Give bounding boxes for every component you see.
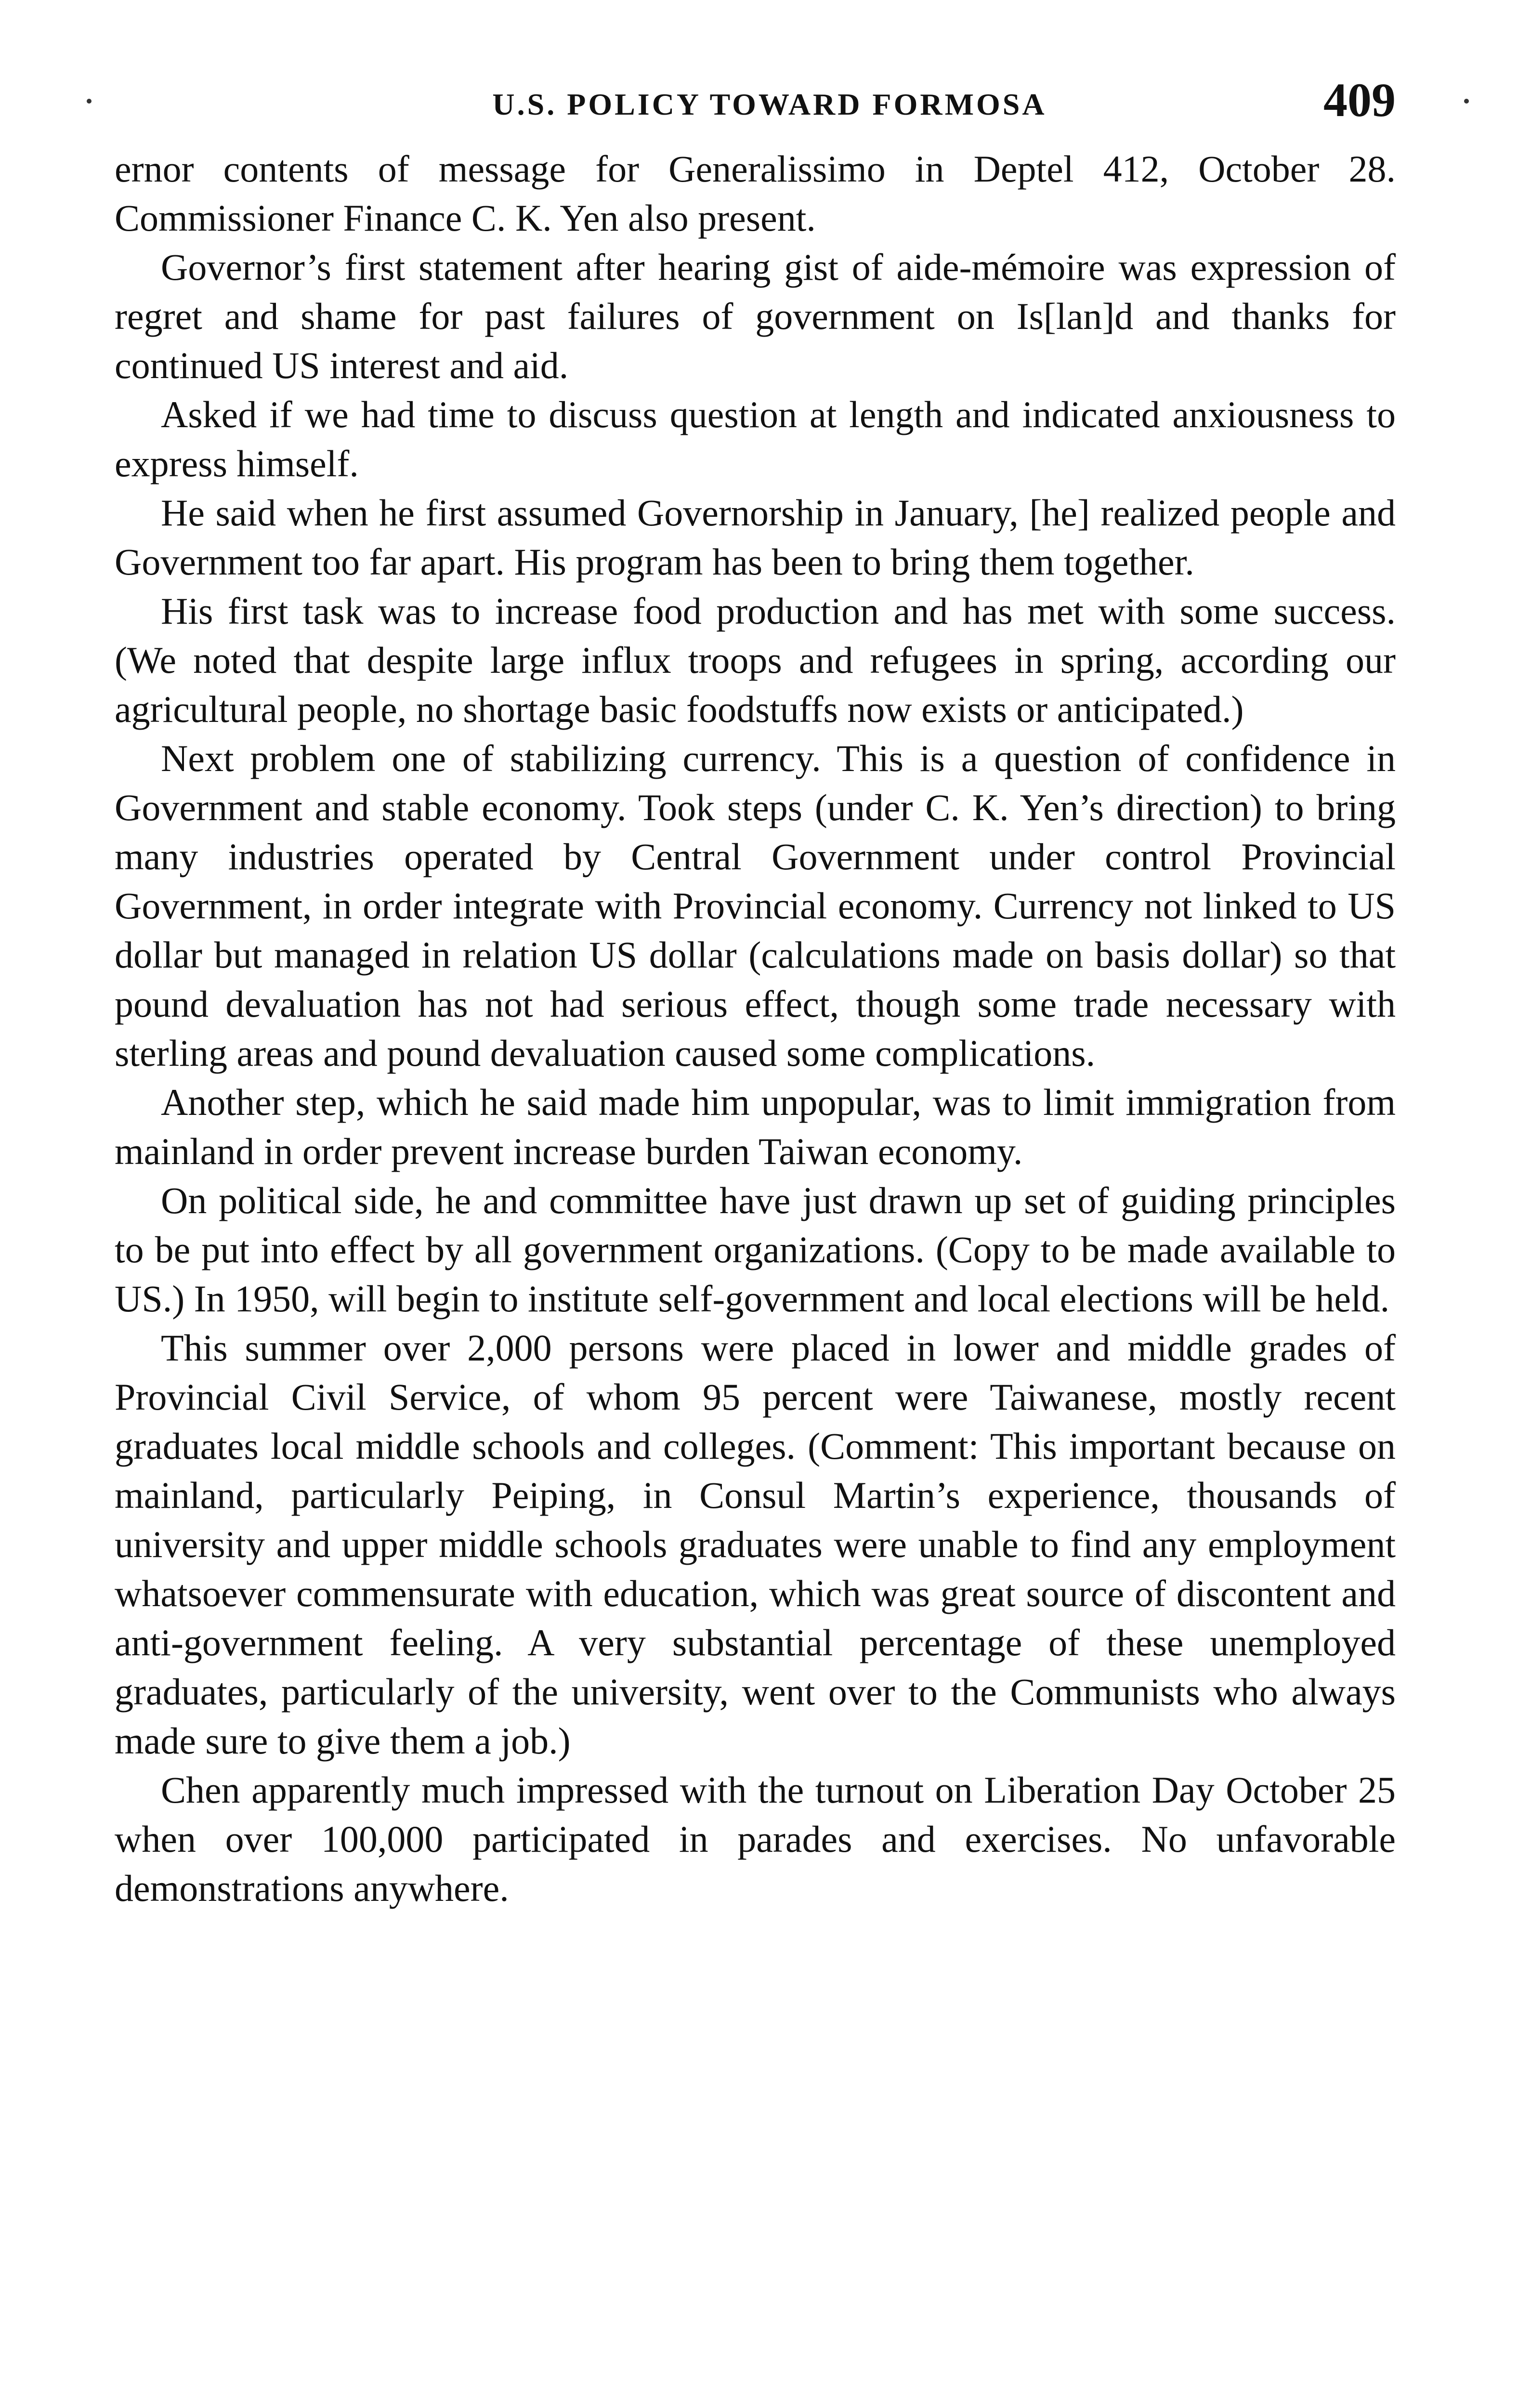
running-head xyxy=(115,72,1396,144)
margin-speck-left xyxy=(87,99,92,104)
margin-speck-right xyxy=(1464,99,1469,104)
paragraph-4: He said when he first assumed Governorship in January, [he] realized people and Government too far apart. His program has been to bring them together. xyxy=(115,492,1396,583)
paragraph-8: On political side, he and committee have just drawn up set of guiding principles to be put into effect by all government organizations. (Copy to be made available to US.) In 1950, will begin to institute self-government and local elections will be held. xyxy=(115,1179,1396,1320)
paragraph-10: Chen apparently much impressed with the turnout on Liberation Day October 25 when over 100,000 participated in parades and exercises. No unfavorable demonstrations anywhere. xyxy=(115,1769,1396,1909)
document-page xyxy=(115,72,1396,1913)
paragraph-7: Another step, which he said made him unpopular, was to limit immigration from mainland in order prevent increase burden Taiwan economy. xyxy=(115,1081,1396,1172)
paragraph-1: ernor contents of message for Generalissimo in Deptel 412, October 28. Commissioner Finance C. K. Yen also present. xyxy=(115,148,1396,239)
paragraph-5: His first task was to increase food production and has met with some success. (We noted that despite large influx troops and refugees in spring, according our agricultural people, no shortage basic foodstuffs now exists or anticipated.) xyxy=(115,590,1396,730)
paragraph-2: Governor’s first statement after hearing gist of aide-mémoire was expression of regret and shame for past failures of government on Is[lan]d and thanks for continued US interest and aid. xyxy=(115,246,1396,386)
paragraph-6: Next problem one of stabilizing currency. This is a question of confidence in Government and stable economy. Took steps (under C. K. Yen’s direction) to bring many industries operated by Central Government under control Provincial Government, in order integrate with Provincial economy. Currency not linked to US dollar but managed in relation US dollar (calculations made on basis dollar) so that pound devaluation has not had serious effect, though some trade necessary with sterling areas and pound devaluation caused some complications. xyxy=(115,737,1396,1074)
body-text xyxy=(115,144,1396,1913)
paragraph-3: Asked if we had time to discuss question at length and indicated anxiousness to express himself. xyxy=(115,393,1396,484)
page-number: 409 xyxy=(1323,73,1396,127)
paragraph-9: This summer over 2,000 persons were placed in lower and middle grades of Provincial Civil Service, of whom 95 percent were Taiwanese, mostly recent graduates local middle schools and colleges. (Comment: This important because on mainland, particularly Peiping, in Consul Martin’s experience, thousands of university and upper middle schools graduates were unable to find any employment whatsoever commensurate with education, which was great source of discontent and anti-government feeling. A very substantial percentage of these unemployed graduates, particularly of the university, went over to the Communists who always made sure to give them a job.) xyxy=(115,1327,1396,1762)
running-title: U.S. POLICY TOWARD FORMOSA xyxy=(492,87,1047,121)
